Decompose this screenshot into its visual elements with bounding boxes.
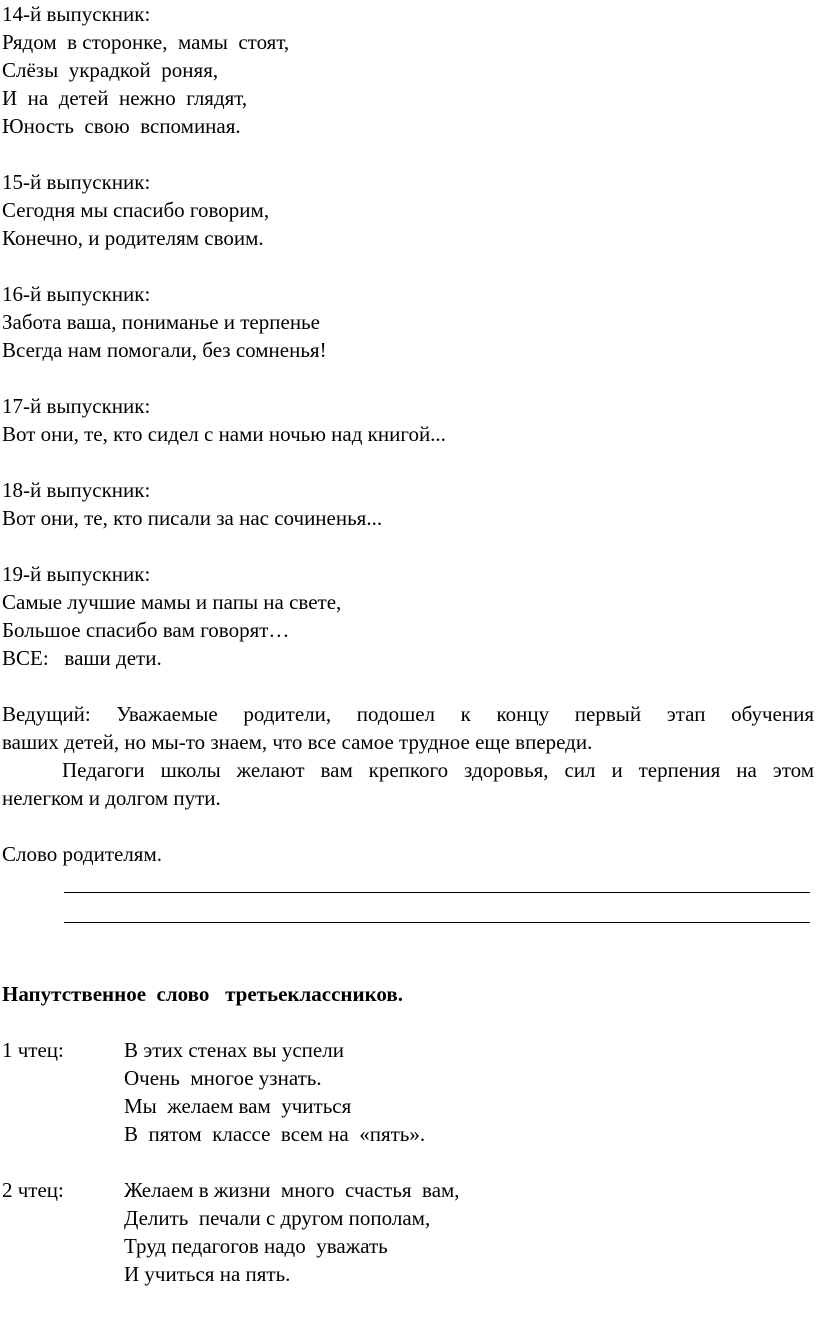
verse-line: В этих стенах вы успели: [124, 1038, 344, 1062]
host-paragraph-line: нелегком и долгом пути.: [2, 786, 221, 810]
verse-line: И учиться на пять.: [124, 1262, 291, 1286]
verse-line: Труд педагогов надо уважать: [124, 1234, 388, 1258]
section-title: Напутственное слово третьеклассников.: [2, 982, 403, 1006]
host-paragraph-line: Ведущий: Уважаемые родители, подошел к концу первый этап обучения: [2, 702, 814, 726]
verse-line: Забота ваша, пониманье и терпенье: [2, 310, 320, 334]
blank-rule: [64, 922, 810, 923]
reader-label: 1 чтец:: [2, 1038, 64, 1062]
verse-line: Очень многое узнать.: [124, 1066, 322, 1090]
speaker-label: 16-й выпускник:: [2, 282, 151, 306]
verse-line: Вот они, те, кто сидел с нами ночью над книгой...: [2, 422, 446, 446]
speaker-label: 14-й выпускник:: [2, 2, 151, 26]
verse-line: И на детей нежно глядят,: [2, 86, 248, 110]
reader-label: 2 чтец:: [2, 1178, 64, 1202]
verse-line: Большое спасибо вам говорят…: [2, 618, 290, 642]
verse-line: Сегодня мы спасибо говорим,: [2, 198, 270, 222]
verse-line: Мы желаем вам учиться: [124, 1094, 352, 1118]
verse-line: Рядом в сторонке, мамы стоят,: [2, 30, 290, 54]
verse-line: Слёзы украдкой роняя,: [2, 58, 219, 82]
speaker-label: 15-й выпускник:: [2, 170, 151, 194]
parents-word: Слово родителям.: [2, 842, 163, 866]
host-paragraph-line: Педагоги школы желают вам крепкого здоровья, сил и терпения на этом: [62, 758, 814, 782]
verse-line: Самые лучшие мамы и папы на свете,: [2, 590, 342, 614]
host-paragraph-line: ваших детей, но мы-то знаем, что все самое трудное еще впереди.: [2, 730, 593, 754]
speaker-label: 19-й выпускник:: [2, 562, 151, 586]
verse-line: Делить печали с другом пополам,: [124, 1206, 431, 1230]
blank-rule: [64, 892, 810, 893]
speaker-label: 17-й выпускник:: [2, 394, 151, 418]
verse-line: Вот они, те, кто писали за нас сочиненья...: [2, 506, 383, 530]
verse-line: Юность свою вспоминая.: [2, 114, 241, 138]
verse-line: Всегда нам помогали, без сомненья!: [2, 338, 327, 362]
speaker-label: 18-й выпускник:: [2, 478, 151, 502]
verse-line: ВСЕ: ваши дети.: [2, 646, 162, 670]
verse-line: В пятом классе всем на «пять».: [124, 1122, 426, 1146]
verse-line: Конечно, и родителям своим.: [2, 226, 264, 250]
verse-line: Желаем в жизни много счастья вам,: [124, 1178, 460, 1202]
